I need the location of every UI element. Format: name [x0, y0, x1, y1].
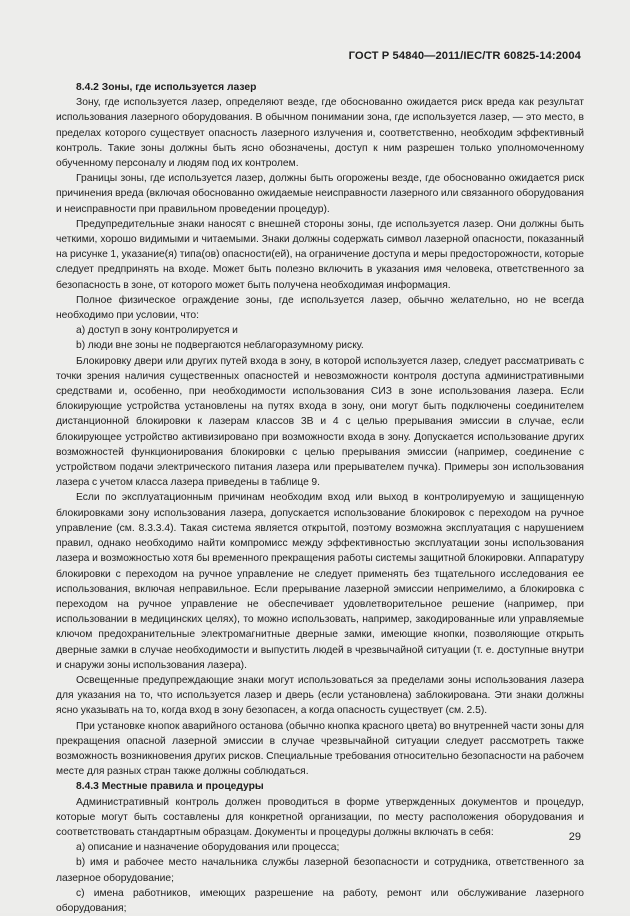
paragraph: Зону, где используется лазер, определяют везде, где обоснованно ожидается риск вреда как результат использования лазерного оборудования. В обычном понимании зона, где используется лазер, — это место, в пределах которого существует опасность лазерного излучения и, соответственно, необходим эффективный контроль. Такие зоны должны быть ясно обозначены, доступ к ним разрешен только уполномоченному обученному персоналу и людям под их контролем. — [56, 97, 584, 170]
paragraph: Полное физическое ограждение зоны, где используется лазер, обычно желательно, но не всегда необходимо при условии, что: — [56, 294, 584, 322]
paragraph: Предупредительные знаки наносят с внешней стороны зоны, где используется лазер. Они должны быть четкими, хорошо видимыми и читаемыми. Знаки должны содержать символ лазерной опасности, показанный на рисунке 1, указание(я) типа(ов) опасности(ей), на ограничение доступа и меры предосторожности, которые следует предпринять на входе. Может быть полезно включить в указания имя человека, ответственного за безопасность в зоне, от которого может быть получена необходимая информация. — [56, 218, 584, 291]
section-heading-8-4-3: 8.4.3 Местные правила и процедуры — [76, 781, 264, 793]
page-number: 29 — [568, 831, 581, 843]
paragraph: Административный контроль должен проводиться в форме утвержденных документов и процедур, которые могут быть составлены для конкретной организации, по месту расположения оборудования и соответствовать стандартным образцам. Документы и процедуры должны включать в себя: — [56, 796, 584, 838]
list-item-b: b) люди вне зоны не подвергаются неблагоразумному риску. — [76, 340, 364, 352]
paragraph: Границы зоны, где используется лазер, должны быть огорожены везде, где обоснованно ожидается риск причинения вреда (включая обоснованно ожидаемые неисправности лазерного или связанного оборудования и неисправности при правильном проведении процедур). — [56, 173, 584, 215]
list-item-b: b) имя и рабочее место начальника службы лазерной безопасности и сотрудника, ответственного за лазерное оборудование; — [56, 857, 584, 884]
paragraph: Блокировку двери или других путей входа в зону, в которой используется лазер, следует рассматривать с точки зрения наличия существенных опасностей и невозможности контроля доступа административными средствами и, особенно, при необходимости использования СИЗ в зоне использования лазера. Если блокирующие устройства установлены на путях входа в зону, они могут быть подключены соединителем дистанционной блокировки к лазерам классов 3В и 4 с целью прерывания эмиссии в случае, если блокирующее устройство активизировано при возможности входа в зону. Допускается использование других возможностей функционирования блокировки с целью прерывания эмиссии (например, соединение с устройством подачи электрического питания лазера или прерывателем пучка). Примеры зон использования лазера с учетом класса лазера приведены в таблице 9. — [56, 355, 584, 489]
section-heading-8-4-2: 8.4.2 Зоны, где используется лазер — [76, 82, 257, 93]
paragraph: При установке кнопок аварийного останова (обычно кнопка красного цвета) во внутренней части зоны для прекращения опасной лазерной эмиссии в случае чрезвычайной ситуации следует рассмотреть также возможность возникновения других рисков. Специальные требования относительно безопасности на рабочем месте для разных стран также должны соблюдаться. — [56, 720, 584, 778]
page-content — [56, 80, 584, 916]
standard-header: ГОСТ Р 54840—2011/IEC/TR 60825-14:2004 — [348, 50, 581, 62]
list-item-a: а) доступ в зону контролируется и — [76, 325, 238, 337]
list-item-c: c) имена работников, имеющих разрешение на работу, ремонт или обслуживание лазерного оборудования; — [56, 887, 584, 914]
paragraph: Освещенные предупреждающие знаки могут использоваться за пределами зоны использования лазера для указания на то, что используется лазер и дверь (если установлена) заблокирована. Эти знаки должны ясно указывать на то, когда вход в зону безопасен, а когда опасность существует (см. 2.5). — [56, 674, 584, 717]
list-item-a: а) описание и назначение оборудования или процесса; — [76, 842, 340, 854]
paragraph: Если по эксплуатационным причинам необходим вход или выход в контролируемую и защищенную блокировками зону использования лазера, допускается использование блокировок с переходом на ручное управление (см. 8.3.3.4). Такая система является открытой, поэтому возможна эксплуатация с нарушением правил, однако необходимо найти компромисс между эффективностью эксплуатации зоны использования лазера и возможностью хотя бы временного прекращения работы системы защитной блокировки. Аппаратуру блокировки с переходом на ручное управление не следует применять без тщательного исследования ее использования, включая неправильное. Если прерывание лазерной эмиссии непримелимо, а блокировка с переходом на ручное управление не обеспечивает удовлетворительное решение (например, при использовании в медицинских целях), то можно использовать, например, закодированные или управляемые ключом предохранительные электромагнитные дверные замки, имеющие кнопки, позволяющие открыть дверные замки в случае необходимости и выпустить людей в чрезвычайной ситуации (т. е. доступные внутри и снаружи зоны использования лазера). — [56, 492, 584, 671]
